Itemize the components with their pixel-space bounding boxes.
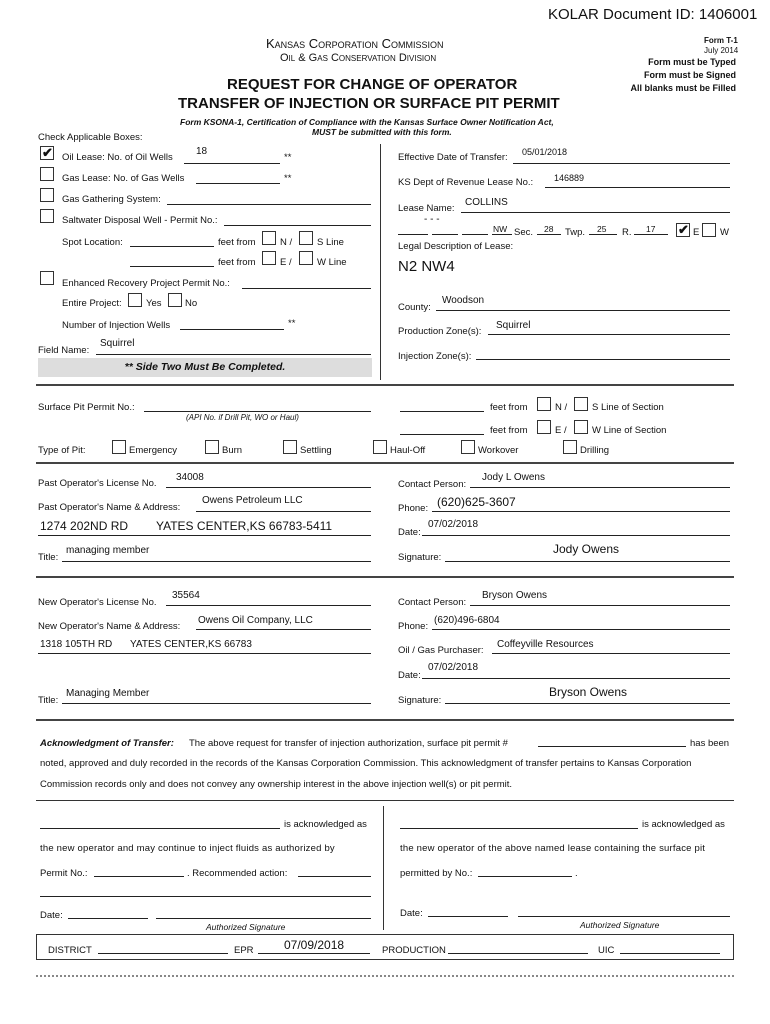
ks-lease-underline: [545, 187, 730, 188]
epr-label: EPR: [234, 945, 254, 956]
ack-permitted-by-field[interactable]: [478, 876, 572, 877]
production-field[interactable]: [448, 953, 588, 954]
ack-left-auth-signature: Authorized Signature: [206, 922, 286, 932]
spot-location-label: Spot Location:: [62, 237, 123, 248]
new-address-city[interactable]: YATES CENTER,KS 66783: [130, 639, 252, 650]
checkmark-icon: ✔: [42, 145, 53, 160]
new-name-label: New Operator's Name & Address:: [38, 621, 181, 632]
gas-gathering-checkbox[interactable]: [40, 188, 54, 202]
pit-n-label: N /: [555, 402, 568, 413]
past-title-underline: [62, 561, 371, 562]
swd-checkbox[interactable]: [40, 209, 54, 223]
agency-name: Kansas Corporation Commission: [266, 36, 444, 51]
oil-wells-underline: [184, 163, 280, 164]
legal-description-label: Legal Description of Lease:: [398, 241, 514, 252]
ack-left-date-field[interactable]: [68, 918, 148, 919]
new-date-label: Date:: [398, 670, 421, 681]
past-license-label: Past Operator's License No.: [38, 478, 157, 489]
gas-wells-field[interactable]: [196, 183, 280, 184]
past-date-value[interactable]: 07/02/2018: [428, 519, 479, 530]
past-title-label: Title:: [38, 552, 59, 563]
ack-line-2: noted, approved and duly recorded in the records of the Kansas Corporation Commission. This acknowledgment of transfer pertains to Kansas Corporation: [40, 758, 692, 769]
past-date-underline: [422, 535, 730, 536]
past-name-underline: [196, 511, 371, 512]
form-number: Form T-1: [704, 36, 738, 45]
ack-recommended-field[interactable]: [298, 876, 371, 877]
ack-left-signature-field[interactable]: [156, 918, 371, 919]
oil-lease-checkbox[interactable]: [40, 146, 54, 160]
division-name: Oil & Gas Conservation Division: [280, 52, 437, 64]
effective-date-underline: [513, 163, 730, 164]
sec-underline: [537, 234, 561, 235]
pit-settling-checkbox[interactable]: [283, 440, 297, 454]
range-underline: [634, 234, 668, 235]
ack-line-1: The above request for transfer of injection authorization, surface pit permit #: [189, 738, 508, 749]
purchaser-underline: [492, 653, 730, 654]
new-phone-label: Phone:: [398, 621, 429, 632]
ack-left-text: the new operator and may continue to inject fluids as authorized by: [40, 843, 335, 854]
must-signed: Form must be Signed: [643, 70, 736, 80]
num-injection-field[interactable]: [180, 329, 284, 330]
gas-wells-stars: **: [284, 173, 292, 184]
ack-right-signature-field[interactable]: [518, 916, 730, 917]
past-address-underline: [38, 535, 371, 536]
bottom-rule: [36, 975, 734, 977]
range-value[interactable]: 17: [646, 224, 656, 234]
quarter-2-field[interactable]: [432, 234, 458, 235]
twp-value[interactable]: 25: [597, 224, 607, 234]
purchaser-label: Oil / Gas Purchaser:: [398, 645, 484, 656]
blanks-filled: All blanks must be Filled: [630, 83, 736, 93]
pit-type-label: Type of Pit:: [38, 445, 86, 456]
ack-has-been: has been: [690, 738, 730, 749]
spot-e-checkbox[interactable]: [262, 251, 276, 265]
range-e-checkbox[interactable]: [676, 223, 690, 237]
pit-haul-off-label: Haul-Off: [390, 445, 426, 456]
uic-field[interactable]: [620, 953, 720, 954]
production-label: PRODUCTION: [382, 945, 446, 956]
district-field[interactable]: [98, 953, 228, 954]
new-signature-underline: [445, 703, 730, 704]
new-phone-underline: [432, 629, 730, 630]
new-license-underline: [166, 605, 371, 606]
section-divider: [36, 462, 734, 464]
past-date-label: Date:: [398, 527, 421, 538]
ack-right-text: the new operator of the above named lease containing the surface pit: [400, 843, 706, 854]
new-signature-label: Signature:: [398, 695, 442, 706]
form-date: July 2014: [704, 46, 739, 55]
pit-feet-from-label: feet from: [490, 402, 528, 413]
new-contact-underline: [470, 605, 730, 606]
county-value[interactable]: Woodson: [442, 295, 485, 306]
past-signature-underline: [445, 561, 730, 562]
ack-permitted-dot: .: [575, 868, 578, 879]
gas-gathering-label: Gas Gathering System:: [62, 194, 161, 205]
new-contact-label: Contact Person:: [398, 597, 467, 608]
form-title-1: REQUEST FOR CHANGE OF OPERATOR: [227, 76, 518, 93]
section-divider: [36, 800, 734, 801]
purchaser-value[interactable]: Coffeyville Resources: [497, 639, 594, 650]
n-label: N /: [280, 237, 293, 248]
ack-right-is-acknowledged: is acknowledged as: [642, 819, 725, 830]
entire-no-checkbox[interactable]: [168, 293, 182, 307]
pit-feet-from-label-2: feet from: [490, 425, 528, 436]
range-w-checkbox[interactable]: [702, 223, 716, 237]
effective-date-label: Effective Date of Transfer:: [398, 152, 508, 163]
uic-label: UIC: [598, 945, 615, 956]
new-contact-value[interactable]: Bryson Owens: [482, 590, 548, 601]
new-address-street[interactable]: 1318 105TH RD: [40, 639, 113, 650]
pit-emergency-checkbox[interactable]: [112, 440, 126, 454]
spot-feet-ns-field[interactable]: [130, 246, 214, 247]
eor-checkbox[interactable]: [40, 271, 54, 285]
swd-permit-field[interactable]: [224, 225, 371, 226]
pit-workover-checkbox[interactable]: [461, 440, 475, 454]
pit-s-checkbox[interactable]: [574, 397, 588, 411]
api-note: (API No. if Drill Pit, WO or Haul): [186, 413, 299, 422]
pit-drilling-checkbox[interactable]: [563, 440, 577, 454]
no-label: No: [185, 298, 198, 309]
yes-label: Yes: [146, 298, 162, 309]
past-contact-label: Contact Person:: [398, 479, 467, 490]
lease-name-underline: [461, 212, 730, 213]
form-subtitle-1: Form KSONA-1, Certification of Compliance with the Kansas Surface Owner Notification Act,: [180, 117, 554, 127]
pit-settling-label: Settling: [300, 445, 332, 456]
field-name-underline: [96, 354, 371, 355]
new-name-underline: [196, 629, 371, 630]
ack-right-auth-signature: Authorized Signature: [580, 920, 660, 930]
past-address-city[interactable]: YATES CENTER,KS 66783-5411: [156, 519, 333, 533]
pit-emergency-label: Emergency: [129, 445, 178, 456]
ack-left-is-acknowledged: is acknowledged as: [284, 819, 367, 830]
pit-burn-label: Burn: [222, 445, 243, 456]
ack-right-date-field[interactable]: [428, 916, 508, 917]
s-line-label: S Line: [317, 237, 344, 248]
field-name-label: Field Name:: [38, 345, 90, 356]
past-license-value[interactable]: 34008: [176, 472, 204, 483]
w-line-label: W Line: [317, 257, 347, 268]
ks-lease-label: KS Dept of Revenue Lease No.:: [398, 177, 534, 188]
must-typed: Form must be Typed: [648, 57, 736, 67]
quarter-3-field[interactable]: [462, 234, 488, 235]
ack-right-operator-field[interactable]: [400, 828, 638, 829]
past-contact-underline: [470, 487, 730, 488]
feet-from-label-2: feet from: [218, 257, 256, 268]
ack-column-divider: [383, 806, 384, 930]
injection-zone-label: Injection Zone(s):: [398, 351, 472, 362]
ack-recommended-field-2[interactable]: [40, 896, 371, 897]
ack-permitted-by-label: permitted by No.:: [400, 868, 473, 879]
side-two-banner: ** Side Two Must Be Completed.: [38, 358, 372, 377]
field-name-value[interactable]: Squirrel: [100, 338, 135, 349]
production-zone-value[interactable]: Squirrel: [496, 320, 531, 331]
new-license-label: New Operator's License No.: [38, 597, 157, 608]
range-w-label: W: [720, 227, 729, 238]
past-phone-label: Phone:: [398, 503, 429, 514]
entire-yes-checkbox[interactable]: [128, 293, 142, 307]
ack-lead: Acknowledgment of Transfer:: [40, 738, 174, 749]
oil-lease-label: Oil Lease: No. of Oil Wells: [62, 152, 173, 163]
ack-line-3: Commission records only and does not convey any ownership interest in the above injection well(s) or pit permit.: [40, 779, 513, 790]
eor-label: Enhanced Recovery Project Permit No.:: [62, 278, 230, 289]
ack-left-date-label: Date:: [40, 910, 63, 921]
effective-date-value[interactable]: 05/01/2018: [522, 147, 568, 157]
ack-permit-no-field[interactable]: [94, 876, 184, 877]
past-name-value[interactable]: Owens Petroleum LLC: [202, 495, 303, 506]
pit-n-checkbox[interactable]: [537, 397, 551, 411]
past-phone-underline: [432, 511, 730, 512]
district-label: DISTRICT: [48, 945, 92, 956]
epr-underline: [258, 953, 370, 954]
range-e-label: E: [693, 227, 700, 238]
legal-description-value[interactable]: N2 NW4: [398, 258, 455, 275]
new-date-underline: [422, 678, 730, 679]
production-zone-label: Production Zone(s):: [398, 326, 482, 337]
pit-w-checkbox[interactable]: [574, 420, 588, 434]
new-signature-value[interactable]: Bryson Owens: [549, 685, 628, 699]
new-title-label: Title:: [38, 695, 59, 706]
section-divider: [36, 384, 734, 386]
spot-s-checkbox[interactable]: [299, 231, 313, 245]
new-title-underline: [62, 703, 371, 704]
county-label: County:: [398, 302, 431, 313]
quarter-nw-value[interactable]: NW: [493, 224, 508, 234]
num-injection-label: Number of Injection Wells: [62, 320, 171, 331]
lease-name-value[interactable]: COLLINS: [465, 197, 508, 208]
new-address-underline: [38, 653, 371, 654]
ack-permit-no-label: Permit No.:: [40, 868, 88, 879]
quarter-4-field[interactable]: [492, 234, 512, 235]
pit-workover-label: Workover: [478, 445, 519, 456]
injection-zone-field[interactable]: [476, 359, 730, 360]
column-divider: [380, 144, 381, 380]
gas-gathering-field[interactable]: [167, 204, 371, 205]
past-contact-value[interactable]: Jody L Owens: [482, 472, 545, 483]
e-label: E /: [280, 257, 292, 268]
document-id: KOLAR Document ID: 1406001: [548, 6, 758, 23]
pit-burn-checkbox[interactable]: [205, 440, 219, 454]
past-phone-value[interactable]: (620)625-3607: [437, 495, 516, 509]
surface-pit-label: Surface Pit Permit No.:: [38, 402, 135, 413]
form-subtitle-2: MUST be submitted with this form.: [312, 127, 452, 137]
ack-recommended-label: . Recommended action:: [187, 868, 288, 879]
swd-label: Saltwater Disposal Well - Permit No.:: [62, 215, 218, 226]
new-title-value[interactable]: Managing Member: [66, 688, 150, 699]
form-title-2: TRANSFER OF INJECTION OR SURFACE PIT PERMIT: [178, 95, 560, 112]
section-divider: [36, 719, 734, 721]
gas-lease-checkbox[interactable]: [40, 167, 54, 181]
pit-feet-ew-field[interactable]: [400, 434, 484, 435]
twp-underline: [589, 234, 617, 235]
past-signature-value[interactable]: Jody Owens: [553, 542, 620, 556]
spot-n-checkbox[interactable]: [262, 231, 276, 245]
past-title-value[interactable]: managing member: [66, 545, 150, 556]
epr-date-value[interactable]: 07/09/2018: [284, 938, 345, 952]
pit-haul-off-checkbox[interactable]: [373, 440, 387, 454]
new-name-value[interactable]: Owens Oil Company, LLC: [198, 615, 313, 626]
checkmark-icon: ✔: [678, 222, 689, 237]
section-divider: [36, 576, 734, 578]
pit-w-label: W Line of Section: [592, 425, 667, 436]
ack-left-operator-field[interactable]: [40, 828, 280, 829]
spot-feet-ew-field[interactable]: [130, 266, 214, 267]
twp-label: Twp.: [565, 227, 586, 238]
lease-name-label: Lease Name:: [398, 203, 455, 214]
past-address-street[interactable]: 1274 202ND RD: [40, 519, 129, 533]
pit-drilling-label: Drilling: [580, 445, 610, 456]
sec-label: Sec.: [514, 227, 534, 238]
feet-from-label: feet from: [218, 237, 256, 248]
eor-permit-field[interactable]: [242, 288, 371, 289]
ack-right-date-label: Date:: [400, 908, 423, 919]
past-license-underline: [166, 487, 371, 488]
quarter-dashes: - - -: [424, 214, 440, 225]
oil-wells-stars: **: [284, 152, 292, 163]
past-name-label: Past Operator's Name & Address:: [38, 502, 181, 513]
ack-pit-permit-field[interactable]: [538, 746, 686, 747]
ks-lease-value[interactable]: 146889: [554, 173, 585, 183]
sec-value[interactable]: 28: [544, 224, 554, 234]
county-underline: [436, 310, 730, 311]
new-date-value[interactable]: 07/02/2018: [428, 662, 479, 673]
spot-w-checkbox[interactable]: [299, 251, 313, 265]
new-phone-value[interactable]: (620)496-6804: [434, 615, 500, 626]
gas-lease-label: Gas Lease: No. of Gas Wells: [62, 173, 185, 184]
quarter-1-field[interactable]: [398, 234, 428, 235]
pit-e-label: E /: [555, 425, 567, 436]
production-zone-underline: [488, 334, 730, 335]
pit-e-checkbox[interactable]: [537, 420, 551, 434]
past-signature-label: Signature:: [398, 552, 442, 563]
num-injection-stars: **: [288, 318, 296, 329]
new-license-value[interactable]: 35564: [172, 590, 200, 601]
pit-s-label: S Line of Section: [592, 402, 664, 413]
entire-project-label: Entire Project:: [62, 298, 122, 309]
pit-feet-ns-field[interactable]: [400, 411, 484, 412]
check-boxes-label: Check Applicable Boxes:: [38, 132, 143, 143]
surface-pit-field[interactable]: [144, 411, 371, 412]
oil-wells-value[interactable]: 18: [196, 146, 208, 157]
range-label: R.: [622, 227, 632, 238]
